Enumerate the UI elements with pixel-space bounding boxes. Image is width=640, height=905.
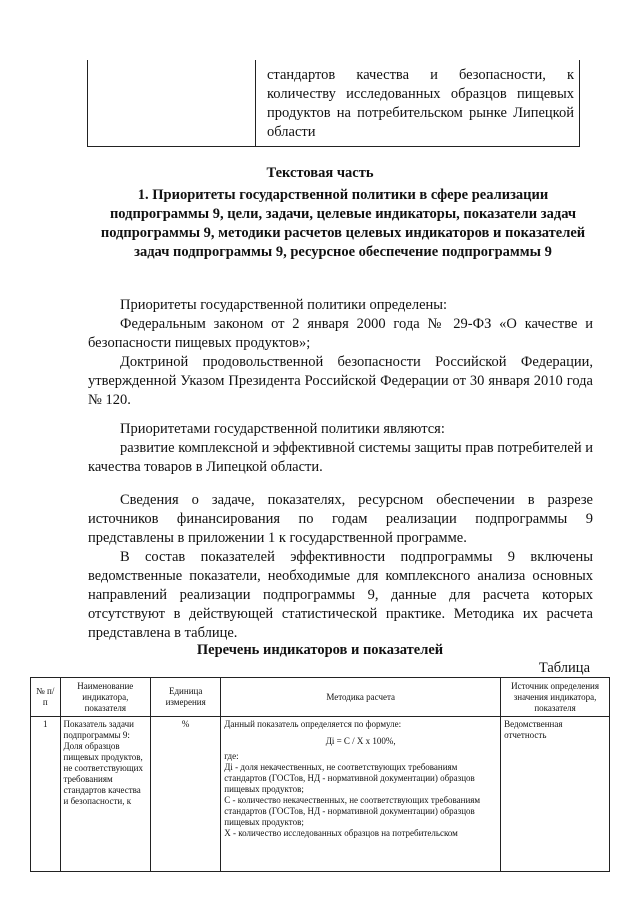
paragraph-priorities-are: Приоритетами государственной политики являются:: [120, 421, 445, 437]
continuation-table: [87, 60, 580, 147]
method-def-x: X - количество исследованных образцов на потребительском: [224, 828, 458, 838]
continuation-empty-cell: [88, 60, 256, 146]
row-unit: %: [151, 717, 221, 872]
paragraph-consumer-protection: развитие комплексной и эффективной системы защиты прав потребителей и качества товаров в Липецкой области.: [88, 440, 593, 475]
table-label: Таблица: [538, 660, 590, 676]
section-heading: 1. Приоритеты государственной политики в сфере реализации подпрограммы 9, цели, задачи, целевые индикаторы, показатели задач подпрограммы 9, методики расчетов целевых индикаторов и показателей задач подпрограммы 9, ресурсное обеспечение подпрограммы 9: [100, 187, 586, 260]
row-method: [221, 717, 501, 872]
table-header-row: [31, 678, 610, 717]
header-num: № п/п: [31, 678, 61, 717]
table-row: [31, 717, 610, 872]
paragraph-federal-law: Федеральным законом от 2 января 2000 года № 29-ФЗ «О качестве и безопасности пищевых продуктов»;: [88, 316, 593, 351]
indicator-table: [30, 677, 610, 872]
paragraph-doctrine: Доктриной продовольственной безопасности Российской Федерации, утвержденной Указом Президента Российской Федерации от 30 января 2010 года № 120.: [88, 354, 593, 408]
method-def-d: Дi - доля некачественных, не соответствующих требованиям стандартов (ГОСТов, НД - нормативной документации) образцов пищевых продуктов;: [224, 762, 475, 794]
header-name: Наименование индикатора, показателя: [60, 678, 151, 717]
indicator-list-title: Перечень индикаторов и показателей: [196, 642, 444, 658]
paragraph-priorities-intro: Приоритеты государственной политики определены:: [120, 297, 448, 313]
header-source: Источник определения значения индикатора, показателя: [501, 678, 610, 717]
row-name: Показатель задачи подпрограммы 9: Доля образцов пищевых продуктов, не соответствующих требованиям стандартов качества и безопасности, к: [60, 717, 151, 872]
paragraph-indicators: В состав показателей эффективности подпрограммы 9 включены ведомственные показатели, необходимые для комплексного анализа основных направлений реализации подпрограммы 9, данные для расчета которых отсутствуют в действующей статистической практике. Методика их расчета представлена в таблице.: [88, 549, 593, 641]
method-formula: Дi = C / X x 100%,: [325, 736, 396, 746]
method-intro: Данный показатель определяется по формуле:: [224, 719, 402, 729]
method-where: где:: [224, 751, 239, 761]
header-unit: Единица измерения: [151, 678, 221, 717]
row-source: Ведомственная отчетность: [501, 717, 610, 872]
row-num: 1: [31, 717, 61, 872]
continuation-text-cell: стандартов качества и безопасности, к количеству исследованных образцов пищевых продуктов на потребительском рынке Липецкой области: [267, 67, 574, 140]
paragraph-task-info: Сведения о задаче, показателях, ресурсном обеспечении в разрезе источников финансирования по годам реализации подпрограммы 9 представлены в приложении 1 к государственной программе.: [88, 492, 593, 546]
text-part-heading: Текстовая часть: [266, 165, 374, 181]
method-def-c: С - количество некачественных, не соответствующих требованиям стандартов (ГОСТов, НД - нормативной документации) образцов пищевых продуктов;: [224, 795, 481, 827]
header-method: Методика расчета: [221, 678, 501, 717]
